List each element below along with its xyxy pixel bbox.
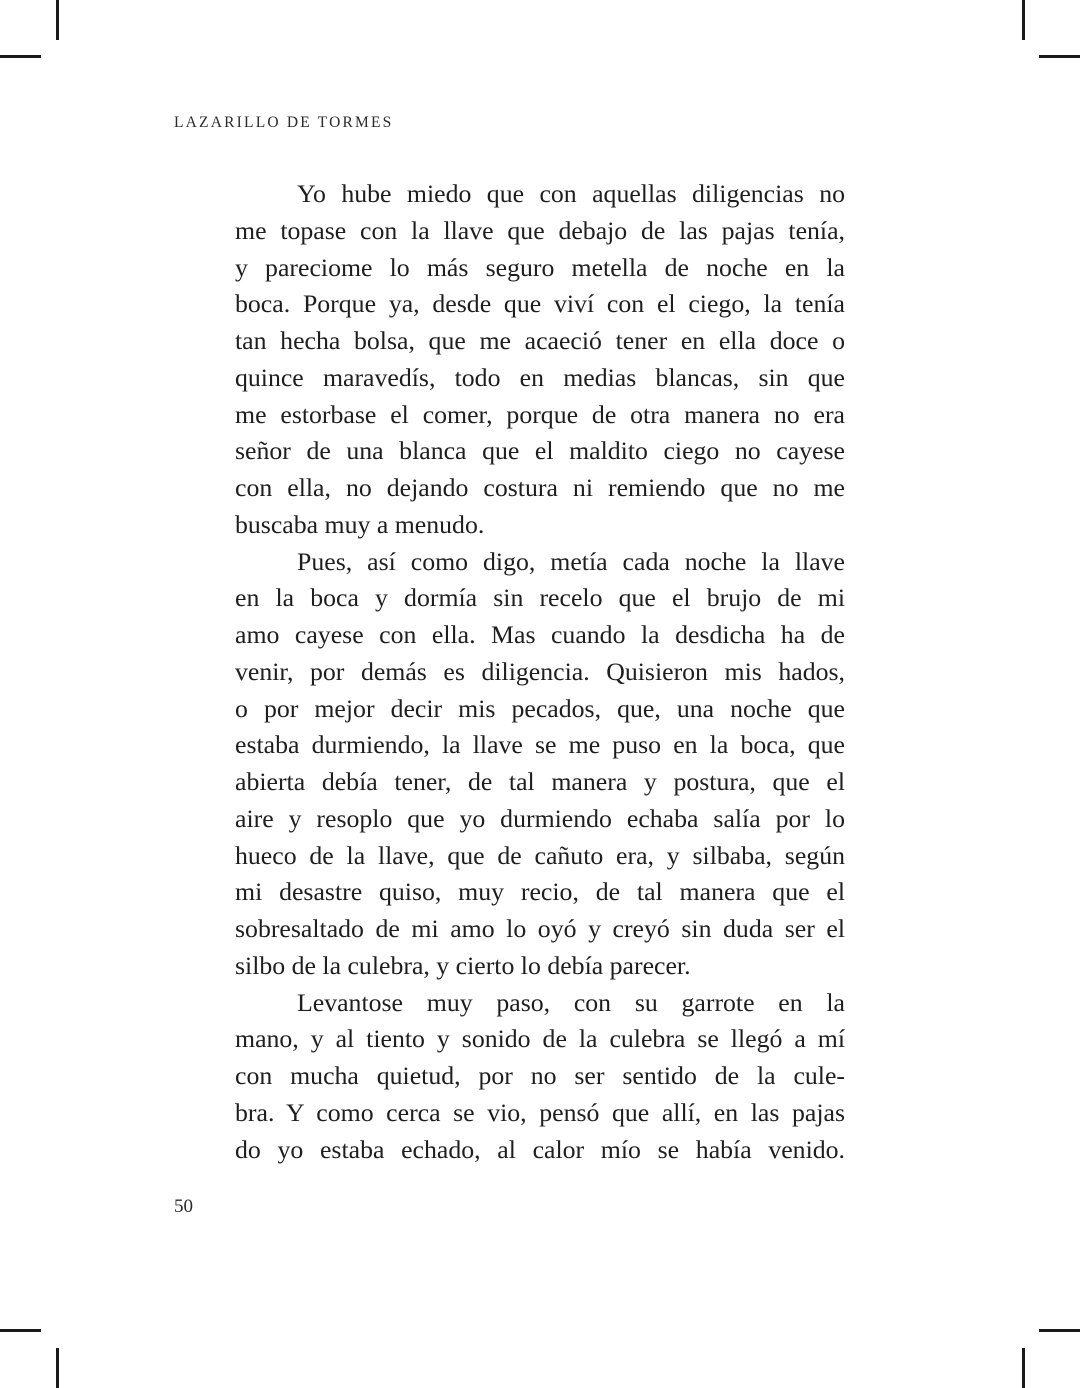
text-line: tan hecha bolsa, que me acaeció tener en ella doce o — [235, 326, 845, 355]
text-line: amo cayese con ella. Mas cuando la desdicha ha de — [235, 620, 845, 649]
text-line: silbo de la culebra, y cierto lo debía parecer. — [235, 950, 691, 980]
text-line: boca. Porque ya, desde que viví con el ciego, la tenía — [235, 289, 845, 319]
running-head: LAZARILLO DE TORMES — [174, 114, 394, 131]
text-line: aire y resoplo que yo durmiendo echaba salía por lo — [235, 803, 845, 833]
crop-mark-top-left-vertical — [56, 0, 59, 40]
crop-mark-bottom-left-vertical — [56, 1348, 59, 1388]
text-line: o por mejor decir mis pecados, que, una noche que — [235, 693, 845, 723]
text-line: abierta debía tener, de tal manera y postura, que el — [235, 767, 845, 796]
text-line: hueco de la llave, que de cañuto era, y silbaba, según — [235, 840, 845, 870]
text-line: venir, por demás es diligencia. Quisieron mis hados, — [235, 656, 845, 686]
text-line: do yo estaba echado, al calor mío se había venido. — [235, 1134, 845, 1164]
text-line: buscaba muy a menudo. — [235, 509, 485, 539]
page-number: 50 — [174, 1196, 193, 1217]
crop-mark-bottom-right-horizontal — [1039, 1329, 1080, 1332]
body-text — [235, 176, 845, 1168]
text-line: me topase con la llave que debajo de las pajas tenía, — [235, 215, 845, 245]
text-line: mi desastre quiso, muy recio, de tal manera que el — [235, 877, 845, 907]
text-line: quince maravedís, todo en medias blancas, sin que — [235, 362, 845, 392]
text-line: sobresaltado de mi amo lo oyó y creyó sin duda ser el — [235, 914, 845, 943]
crop-mark-bottom-right-vertical — [1022, 1348, 1025, 1388]
text-line: con mucha quietud, por no ser sentido de la cule- — [235, 1061, 845, 1090]
text-line: Pues, así como digo, metía cada noche la llave — [297, 546, 845, 576]
crop-mark-bottom-left-horizontal — [0, 1329, 41, 1332]
crop-mark-top-right-horizontal — [1039, 55, 1080, 58]
text-line: Levantose muy paso, con su garrote en la — [297, 987, 845, 1017]
crop-mark-top-right-vertical — [1022, 0, 1025, 40]
text-line: estaba durmiendo, la llave se me puso en la boca, que — [235, 730, 845, 760]
paragraph-3 — [235, 985, 845, 1169]
text-line: bra. Y como cerca se vio, pensó que allí, en las pajas — [235, 1097, 845, 1127]
text-line: y pareciome lo más seguro metella de noche en la — [235, 252, 845, 282]
crop-mark-top-left-horizontal — [0, 55, 41, 58]
text-line: mano, y al tiento y sonido de la culebra se llegó a mí — [235, 1024, 845, 1054]
text-line: Yo hube miedo que con aquellas diligencias no — [297, 179, 845, 208]
text-line: señor de una blanca que el maldito ciego no cayese — [235, 436, 845, 466]
paragraph-1 — [235, 176, 845, 544]
paragraph-2 — [235, 544, 845, 985]
text-line: con ella, no dejando costura ni remiendo que no me — [235, 473, 845, 502]
text-line: en la boca y dormía sin recelo que el brujo de mi — [235, 583, 845, 613]
text-line: me estorbase el comer, porque de otra manera no era — [235, 399, 845, 429]
